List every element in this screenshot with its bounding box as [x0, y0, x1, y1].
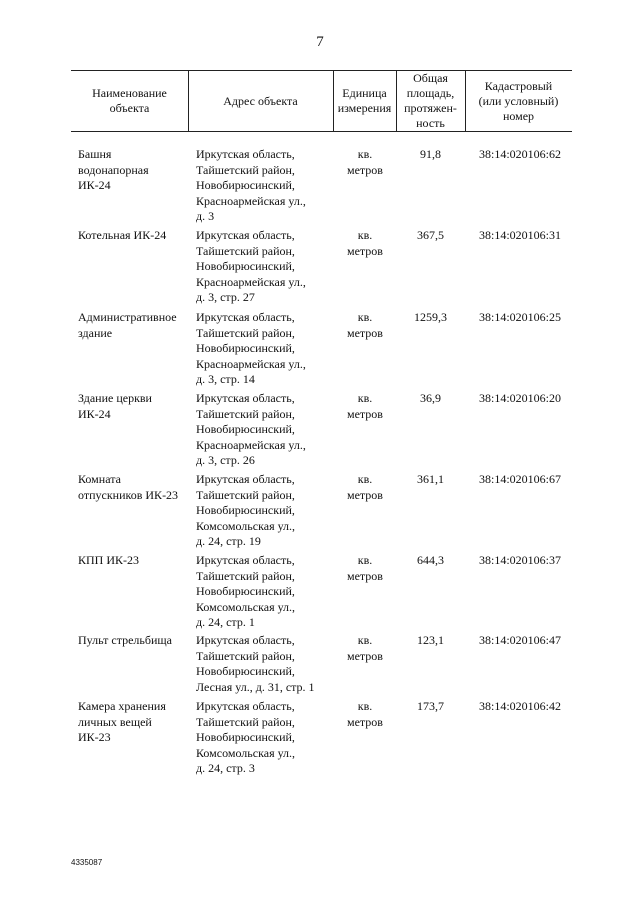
object-address: [196, 147, 326, 225]
object-area: 91,8: [420, 147, 441, 161]
object-cadastral-number: 38:14:020106:42: [478, 699, 561, 713]
text-line: Красноармейская ул.,: [196, 356, 306, 371]
text-line: Красноармейская ул.,: [196, 274, 306, 289]
text-line: Новобирюсинский,: [196, 178, 295, 192]
text-line: Комсомольская ул.,: [196, 599, 296, 614]
text-line: измерения: [337, 101, 392, 115]
text-line: Новобирюсинский,: [196, 341, 295, 355]
text-line: Тайшетский район,: [196, 162, 295, 177]
object-name: [78, 553, 193, 569]
text-line: Иркутская область,: [196, 553, 295, 567]
object-name: [78, 699, 193, 746]
text-line: кв.: [357, 472, 373, 486]
text-line: Тайшетский район,: [196, 487, 295, 502]
text-line: Иркутская область,: [196, 310, 295, 324]
text-line: Пульт стрельбища: [78, 633, 172, 647]
text-line: Лесная ул., д. 31, стр. 1: [196, 679, 315, 694]
text-line: Новобирюсинский,: [196, 259, 295, 273]
header-address: [188, 70, 333, 132]
text-line: номер: [502, 108, 535, 123]
object-address: [196, 391, 326, 469]
text-line: Тайшетский район,: [196, 325, 295, 340]
object-cadastral-number: 38:14:020106:37: [478, 553, 561, 567]
object-cadastral-number: 38:14:020106:62: [478, 147, 561, 161]
header-unit: [333, 70, 396, 132]
object-cadastral-number: 38:14:020106:47: [478, 633, 561, 647]
text-line: Камера хранения: [78, 699, 166, 713]
text-line: д. 3, стр. 27: [196, 290, 255, 304]
text-line: метров: [347, 487, 383, 502]
text-line: д. 3, стр. 14: [196, 372, 255, 386]
text-line: д. 3, стр. 26: [196, 453, 255, 467]
object-unit: [340, 553, 390, 584]
page-number: 7: [316, 34, 324, 50]
text-line: (или условный): [478, 93, 559, 108]
header-unit-lines: [338, 86, 392, 116]
text-line: д. 3: [196, 209, 215, 223]
header-area-lines: [404, 71, 457, 131]
header-name-lines: [92, 86, 167, 116]
text-line: Комсомольская ул.,: [196, 518, 296, 533]
object-area: 36,9: [420, 391, 441, 405]
object-unit: [340, 472, 390, 503]
object-unit: [340, 147, 390, 178]
text-line: личных вещей: [78, 714, 152, 729]
text-line: Красноармейская ул.,: [196, 193, 306, 208]
text-line: кв.: [357, 553, 373, 567]
text-line: Здание церкви: [78, 391, 152, 405]
text-line: Тайшетский район,: [196, 568, 295, 583]
object-area: 1259,3: [414, 310, 447, 324]
text-line: Новобирюсинский,: [196, 730, 295, 744]
object-area: 361,1: [417, 472, 444, 486]
text-line: Иркутская область,: [196, 633, 295, 647]
object-address: [196, 553, 326, 631]
text-line: кв.: [357, 147, 373, 161]
text-line: отпускников ИК-23: [78, 487, 179, 502]
text-line: кв.: [357, 391, 373, 405]
text-line: кв.: [357, 310, 373, 324]
header-area: [396, 70, 465, 132]
object-unit: [340, 391, 390, 422]
text-line: Тайшетский район,: [196, 243, 295, 258]
object-name: [78, 310, 193, 341]
text-line: Наименование: [92, 86, 167, 100]
object-address: [196, 228, 326, 306]
text-line: Иркутская область,: [196, 391, 295, 405]
text-line: метров: [347, 648, 383, 663]
object-name: [78, 147, 193, 194]
text-line: Котельная ИК-24: [78, 228, 167, 242]
text-line: Красноармейская ул.,: [196, 437, 306, 452]
object-area: 367,5: [417, 228, 444, 242]
text-line: здание: [78, 325, 113, 340]
text-line: Комната: [78, 472, 121, 486]
object-cadastral-number: 38:14:020106:20: [478, 391, 561, 405]
text-line: Адрес объекта: [223, 93, 298, 108]
text-line: Новобирюсинский,: [196, 584, 295, 598]
text-line: ИК-24: [78, 178, 111, 192]
text-line: Новобирюсинский,: [196, 664, 295, 678]
text-line: Тайшетский район,: [196, 714, 295, 729]
text-line: д. 24, стр. 1: [196, 615, 255, 629]
object-cadastral-number: 38:14:020106:31: [478, 228, 561, 242]
text-line: Иркутская область,: [196, 228, 295, 242]
header-address-lines: [223, 94, 297, 109]
text-line: Единица: [342, 86, 387, 100]
text-line: кв.: [357, 699, 373, 713]
object-address: [196, 472, 326, 550]
text-line: Новобирюсинский,: [196, 503, 295, 517]
text-line: метров: [347, 714, 383, 729]
object-address: [196, 633, 326, 695]
object-unit: [340, 633, 390, 664]
document-code: 4335087: [71, 858, 103, 867]
object-name: [78, 472, 193, 503]
text-line: объекта: [109, 101, 150, 115]
text-line: водонапорная: [78, 162, 149, 177]
text-line: КПП ИК-23: [78, 553, 140, 567]
text-line: метров: [347, 568, 383, 583]
object-unit: [340, 699, 390, 730]
text-line: Иркутская область,: [196, 472, 295, 486]
text-line: площадь,: [406, 86, 455, 100]
header-cadastral: [465, 70, 572, 132]
object-name: [78, 391, 193, 422]
text-line: ИК-23: [78, 730, 111, 744]
object-cadastral-number: 38:14:020106:25: [478, 310, 561, 324]
text-line: метров: [347, 406, 383, 421]
text-line: метров: [347, 243, 383, 258]
text-line: Башня: [78, 147, 112, 161]
text-line: кв.: [357, 228, 373, 242]
text-line: Тайшетский район,: [196, 648, 295, 663]
header-cadastral-lines: [479, 79, 559, 124]
text-line: ность: [416, 116, 445, 130]
text-line: д. 24, стр. 19: [196, 534, 261, 548]
text-line: Комсомольская ул.,: [196, 745, 296, 760]
object-area: 123,1: [417, 633, 444, 647]
text-line: Иркутская область,: [196, 147, 295, 161]
object-address: [196, 699, 326, 777]
text-line: метров: [347, 162, 383, 177]
text-line: ИК-24: [78, 406, 111, 421]
text-line: д. 24, стр. 3: [196, 761, 255, 775]
text-line: Тайшетский район,: [196, 406, 295, 421]
text-line: кв.: [357, 633, 373, 647]
object-area: 173,7: [417, 699, 444, 713]
text-line: метров: [347, 325, 383, 340]
object-unit: [340, 228, 390, 259]
text-line: протяжен-: [404, 101, 457, 115]
text-line: Иркутская область,: [196, 699, 295, 713]
text-line: Общая: [413, 71, 448, 85]
object-name: [78, 228, 193, 244]
object-address: [196, 310, 326, 388]
object-unit: [340, 310, 390, 341]
object-cadastral-number: 38:14:020106:67: [478, 472, 561, 486]
text-line: Новобирюсинский,: [196, 422, 295, 436]
text-line: Административное: [78, 310, 177, 324]
header-name: [71, 70, 188, 132]
object-name: [78, 633, 193, 649]
object-area: 644,3: [417, 553, 444, 567]
text-line: Кадастровый: [484, 78, 553, 93]
